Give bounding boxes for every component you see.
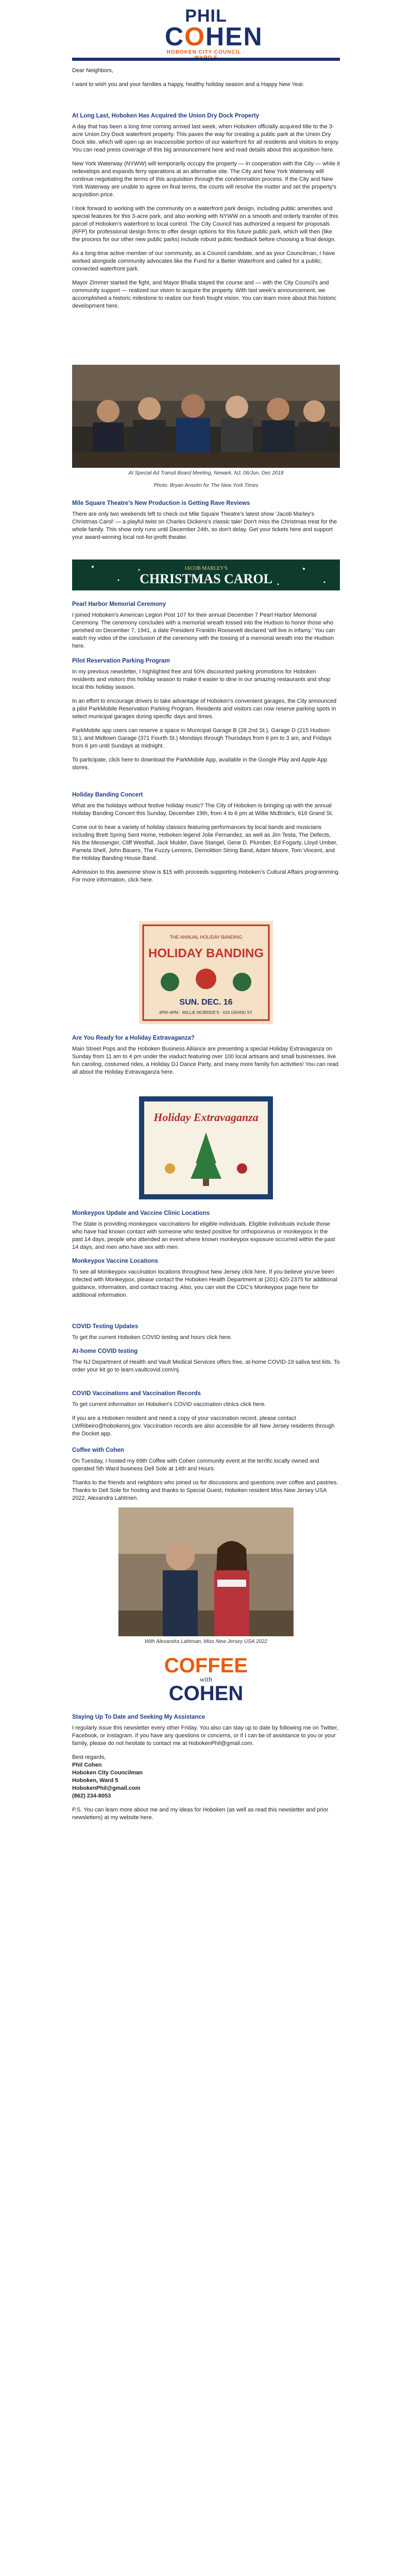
- logo-word-cohen: COHEN: [168, 1682, 244, 1703]
- paragraph: There are only two weekends left to check out Mile Square Theatre's latest show 'Jacob Marley's Christmas Carol' — a playful twist on Charles Dickens's classic tale! Don't miss the Christmas treat for the whole family. This show only runs until December 24th, so don't delay. Get your tickets here and support your award-winning local not-for-profit theater.: [72, 511, 337, 540]
- photo-credit: Photo: Bryan Anselm for The New York Times: [153, 483, 259, 488]
- paragraph: The NJ Department of Health and Vault Medical Services offers free, at-home COVID-19 saliva test kits. To order your kit go to learn.vaultcovid.com/nj.: [72, 1359, 340, 1373]
- signature-line: Phil Cohen: [72, 1762, 102, 1768]
- poster-title-text: Holiday Extravaganza: [153, 1111, 259, 1124]
- postscript: P.S. You can learn more about me and my ideas for Hoboken (as well as read this newsletter and prior newsletters) at my website here.: [72, 1807, 329, 1821]
- logo-last-name: COHEN: [165, 22, 263, 51]
- pearl-harbor-section: [72, 601, 340, 656]
- signature-email[interactable]: HobokenPhil@gmail.com: [72, 1785, 141, 1791]
- paragraph: Come out to hear a variety of holiday classics featuring performances by local bands and musicians including Brett Spring Sent Home, Hoboken legend Jolie Fernandez, as well as Jim Testa, The Defects, Nis the Messenger, Cliff Westfall, Jack Mulder, Dave Stangel, Gene D. Plumber, Ed Fogarty, Lloyd Umber, Pamela Shell, John Bauers, The Fuzzy Lemons, Demolition String Band, Adam Moore, Tom Vincent, and the Holiday Banding House Band.: [72, 824, 338, 861]
- paragraph: To see all Monkeypox vaccination locations throughout New Jersey click here. If you believe you've been infected with Monkeypox, please contact the Hoboken Health Department at (201) 420-2375 for additional guidance, information, and contact tracing. Also, you can visit the CDC's Monkeypox page here for additional information.: [72, 1269, 337, 1298]
- paragraph: As a long-time active member of our community, as a Council candidate, and as your Councilman, I have worked alongside community advocates like the Fund for a Better Waterfront and called for a public, connected waterfront park.: [72, 250, 335, 272]
- poster-time-text: 4PM–6PM · WILLIE MCBRIDE'S · 616 GRAND ST.: [159, 1010, 253, 1015]
- section-title: Coffee with Cohen: [72, 1447, 124, 1453]
- paragraph: To get the current Hoboken COVID testing and hours click here.: [72, 1334, 232, 1341]
- section-title: COVID Vaccinations and Vaccination Records: [72, 1391, 201, 1397]
- paragraph: What are the holidays without festive holiday music? The City of Hoboken is bringing up with the annual Holiday Banding Concert this Sunday, December 19th, from 4 to 6 pm at Willie McBride's, 616 Grand St.: [72, 803, 333, 817]
- paragraph: In an effort to encourage drivers to take advantage of Hoboken's convenient garages, the City announced a pilot ParkMobile Reservation Parking Program. Residents and visitors can now reserve parking spots in select municipal garages during specific days and times.: [72, 698, 337, 720]
- section-title: Mile Square Theatre's New Production is Getting Rave Reviews: [72, 500, 250, 506]
- paragraph: I joined Hoboken's American Legion Post 107 for their annual December 7 Pearl Harbor Memorial Ceremony. The ceremony concludes with a memorial wreath tossed into the Hudson to honor those who perished on December 7, 1941, a date President Franklin Roosevelt declared 'will live in infamy.' You can watch my video of the conclusion of the ceremony with the tossing of a memorial wreath into the Hudson here.: [72, 612, 335, 649]
- logo-first-name: PHIL: [185, 6, 227, 26]
- holiday-extravaganza-poster[interactable]: [139, 1096, 273, 1199]
- covid-vaccinations-section: [72, 1390, 340, 1444]
- section-title: Are You Ready for a Holiday Extravaganza?: [72, 1035, 195, 1041]
- paragraph: To get current information on Hoboken's COVID vaccination clinics click here.: [72, 1401, 266, 1408]
- coffee-with-cohen-photo: [118, 1507, 294, 1636]
- section-title: Pearl Harbor Memorial Ceremony: [72, 601, 166, 607]
- paragraph: The State is providing monkeypox vaccinations for eligible individuals. Eligible individuals include those who have had known contact with someone who tested positive for orthopoxvirus or monkeypox in the past 14 days, people who attended an event where known monkeypox exposure occurred within the past 14 days, and men who have sex with men.: [72, 1221, 335, 1250]
- section-title: Holiday Banding Concert: [72, 792, 143, 798]
- signature-line: Hoboken, Ward 5: [72, 1777, 118, 1784]
- paragraph: On Tuesday, I hosted my 69th Coffee with Cohen community event at the terrific locally owned and operated 5th Ward business Dell Sole at 14th and Hours.: [72, 1458, 319, 1472]
- holiday-banding-poster[interactable]: [139, 921, 273, 1024]
- paragraph: I regularly issue this newsletter every other Friday. You also can stay up to date by following me on Twitter, Facebook, or Instagram. If you have any questions or concerns, or if I can be of assistance to you or your family, please do not hesitate to contact me at HobokenPhil@gmail.com.: [72, 1725, 338, 1747]
- paragraph: Main Street Pops and the Hoboken Business Alliance are presenting a special Holiday Extravaganza on Sunday from 11 am to 4 pm under the viaduct featuring over 100 local artisans and small businesses, live fun caroling, costumed rides, a Holiday DJ Dance Party, and many more family fun activities! You can read all about the Holiday Extravaganza here.: [72, 1046, 339, 1075]
- stay-up-to-date-section: [72, 1714, 340, 1828]
- coffee-with-cohen-section: [72, 1447, 340, 1509]
- signature-line: Best regards,: [72, 1754, 106, 1760]
- section-title: At Long Last, Hoboken Has Acquired the Union Dry Dock Property: [72, 113, 260, 119]
- paragraph: A day that has been a long time coming arrived last week, when Hoboken officially acquired title to the 3-acre Union Dry Dock waterfront property. This paves the way for creating a public park at the Union Dry Dock site, which will open up an inaccessible portion of our waterfront for all residents and visitors to enjoy. You can read press coverage of this big announcement here and read details about this acquisition here.: [72, 124, 339, 153]
- greeting: Dear Neighbors,: [72, 67, 114, 74]
- header-divider: [72, 58, 340, 61]
- coffee-with-cohen-logo: [149, 1652, 263, 1703]
- logo-subtitle: HOBOKEN CITY COUNCIL ·: [166, 49, 246, 55]
- section-title: Monkeypox Update and Vaccine Clinic Locations: [72, 1210, 210, 1216]
- banner-small-text: JACOB MARLEY'S: [184, 566, 228, 571]
- signature-line: Hoboken City Councilman: [72, 1770, 143, 1776]
- logo-word-coffee: COFFEE: [164, 1654, 248, 1677]
- poster-date-text: SUN. DEC. 16: [179, 998, 233, 1007]
- covid-testing-section: [72, 1323, 340, 1380]
- section-title: Staying Up To Date and Seeking My Assistance: [72, 1714, 205, 1720]
- christmas-carol-banner[interactable]: [72, 560, 340, 590]
- paragraph: In my previous newsletter, I highlighted free and 50% discounted parking promotions for Hoboken residents and visitors this holiday season to make it easier to dine in our amazing restaurants and shop local this holiday season.: [72, 669, 331, 690]
- subsection-title: At-home COVID testing: [72, 1348, 138, 1354]
- union-dry-dock-section: [72, 112, 340, 316]
- paragraph: To participate, click here to download the ParkMobile App, available in the Google Play and Apple App stores.: [72, 757, 328, 771]
- monkeypox-section: [72, 1210, 340, 1306]
- paragraph: Thanks to the friends and neighbors who joined us for discussions and questions over coffee and pastries. Thanks to Dell Sole for hosting and thanks to Special Guest, Hoboken resident Miss New Jersey USA 2022, Alexandra Lahtmen.: [72, 1480, 338, 1501]
- section-title: Pilot Reservation Parking Program: [72, 658, 170, 664]
- paragraph: I look forward to working with the community on a waterfront park design, including public amenities and special features for this 3-acre park, and also working with NYWW on a smooth and orderly transfer of this parcel of Hoboken's waterfront to local control. The City Council has authorized a request for proposals (RFP) for professional design firms to offer design options for this future public park, which will then (like the process for our other new public parks) include robust public feedback before choosing a final design.: [72, 206, 338, 243]
- poster-sub-text: THE ANNUAL HOLIDAY BANDING: [169, 935, 243, 940]
- signature-phone: (862) 234-8053: [72, 1793, 111, 1799]
- phil-cohen-logo: [165, 6, 263, 61]
- paragraph: Admission to this awesome show is $15 with proceeds supporting Hoboken's Cultural Affairs programming. For more information, click here.: [72, 869, 340, 883]
- signature-block: [72, 1754, 340, 1800]
- mile-square-theatre-section: [72, 500, 340, 548]
- coffee-photo-caption: With Alexandra Lahtman, Miss New Jersey USA 2022: [144, 1639, 268, 1645]
- paragraph: New York Waterway (NYWW) will temporarily occupy the property — in cooperation with the City — while it redevelops and expands ferry operations at an alternative site. The City and New York Waterway will continue negotiating the terms of this acquisition through the condemnation process. If the City and New York Waterway are unable to agree on final terms, the courts will resolve the matter and set the property's acquisition price.: [72, 161, 340, 198]
- transit-board-photo: [72, 365, 340, 468]
- paragraph: ParkMobile app users can reserve a space in Municipal Garage B (28 2nd St.), Garage D (215 Hudson St.), and Midtown Garage (371 Fourth St.) Mondays through Thursdays from 6 pm to 3 am, and Fridays from 6 pm until Sundays at midnight.: [72, 727, 332, 749]
- poster-title-text: HOLIDAY BANDING: [148, 946, 264, 960]
- paragraph: If you are a Hoboken resident and need a copy of your vaccination record, please contact LWRibeiro@hobokennj.gov. Vaccination records are also accessible for all New Jersey residents through the Docket app.: [72, 1415, 335, 1437]
- holiday-banding-section: [72, 791, 340, 890]
- holiday-extravaganza-section: [72, 1035, 340, 1082]
- paragraph: Mayor Zimmer started the fight, and Mayor Bhalla stayed the course and — with the City Council's and community support — realized our vision to acquire the property. With last week's announcement, we accomplished a historic milestone to realize our fresh fought vision. You can learn more about this historic development here.: [72, 280, 336, 309]
- logo-word-with: with: [199, 1676, 213, 1684]
- intro-section: [72, 67, 340, 95]
- section-title: COVID Testing Updates: [72, 1324, 139, 1330]
- parking-program-section: [72, 657, 340, 778]
- intro-paragraph: I want to wish you and your families a happy, healthy holiday season and a Happy New Year.: [72, 81, 305, 88]
- photo-caption: At Special Ad Transit Board Meeting, Newark, NJ, 06/Jun, Dec 2018: [128, 470, 284, 476]
- subsection-title: Monkeypox Vaccine Locations: [72, 1258, 158, 1264]
- banner-title-text: CHRISTMAS CAROL: [140, 571, 272, 586]
